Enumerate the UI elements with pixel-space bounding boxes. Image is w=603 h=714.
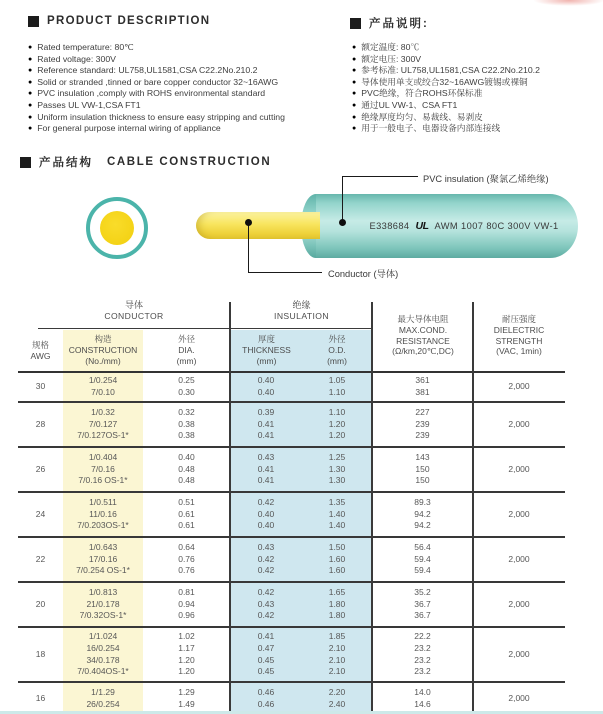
cell-od <box>302 583 372 626</box>
table-body <box>18 373 565 714</box>
cell-value: 239 <box>415 418 430 429</box>
cell-value: 2.10 <box>328 654 346 665</box>
cell-construction <box>63 583 143 626</box>
bullet-icon: ● <box>28 101 33 109</box>
cell-resistance <box>372 493 473 536</box>
cell-dia <box>143 493 230 536</box>
cell-value: 0.76 <box>178 553 195 564</box>
product-description-title: PRODUCT DESCRIPTION <box>47 15 211 27</box>
cell-value: 0.30 <box>178 387 195 397</box>
cell-value: 18 <box>35 648 46 659</box>
cell-value: 28 <box>35 418 46 429</box>
cell-dia <box>143 403 230 446</box>
cell-value: 0.40 <box>257 387 275 397</box>
header-line: AWG <box>30 350 51 361</box>
cell-value: 1/0.643 <box>88 542 118 553</box>
cell-value: 0.41 <box>257 430 275 441</box>
cell-value: 2,000 <box>508 598 530 609</box>
cell-value: 94.2 <box>414 520 431 531</box>
cell-thickness <box>230 583 302 626</box>
cell-value: 1.49 <box>178 698 195 709</box>
insulation-label: PVC insulation (聚氯乙烯绝缘) <box>423 174 549 184</box>
insulation-leader-line <box>342 176 418 177</box>
header-line: DIELECTRIC <box>493 324 545 335</box>
header-line: (mm) <box>327 355 347 366</box>
ul-mark-icon: UL <box>415 220 429 232</box>
header-divider-line <box>18 371 565 373</box>
cell-construction <box>63 403 143 446</box>
cell-value: 34/0.178 <box>86 654 120 665</box>
bullet-icon: ● <box>28 113 33 121</box>
cell-value: 0.40 <box>178 452 195 463</box>
cell-resistance <box>372 373 473 401</box>
bullet-icon: ● <box>352 44 357 51</box>
table-row-awg-24 <box>18 493 565 538</box>
cell-value: 1.40 <box>328 508 346 519</box>
cell-resistance <box>372 583 473 626</box>
cell-value: 1.25 <box>328 452 346 463</box>
cell-value: 2,000 <box>508 692 530 703</box>
cell-dielectric <box>473 373 565 401</box>
bullet-text: For general purpose internal wiring of appliance <box>37 123 221 134</box>
cell-dia <box>143 628 230 681</box>
cell-dia <box>143 373 230 401</box>
cell-value: 1.20 <box>328 430 346 441</box>
cell-value: 56.4 <box>414 542 431 553</box>
cell-value: 0.41 <box>257 631 275 642</box>
cell-value: 0.38 <box>178 418 195 429</box>
cell-value: 23.2 <box>414 642 431 653</box>
header-line: (mm) <box>256 355 277 366</box>
cell-value: 20 <box>35 598 46 609</box>
cell-value: 1.40 <box>328 520 346 531</box>
cell-value: 2.10 <box>328 642 346 653</box>
cell-value: 0.64 <box>178 542 195 553</box>
cell-value: 0.47 <box>257 642 275 653</box>
column-divider <box>371 302 373 714</box>
bullet-icon: ● <box>352 125 357 133</box>
bullet-text: Rated temperature: 80℃ <box>37 42 134 52</box>
cell-value: 1.80 <box>328 598 346 609</box>
cell-value: 361 <box>415 375 430 386</box>
cell-value: 0.42 <box>257 553 275 564</box>
column-header-od <box>302 330 372 371</box>
cell-od <box>302 373 372 401</box>
cell-value: 89.3 <box>414 497 431 508</box>
cell-value: 143 <box>415 452 430 463</box>
conductor-leader-line <box>248 222 249 272</box>
cell-value: 21/0.178 <box>86 598 120 609</box>
conductor-anchor-dot <box>245 219 252 226</box>
cell-value: 30 <box>35 381 46 392</box>
header-line: DIA. <box>178 345 195 356</box>
column-header-dielectric <box>473 300 565 371</box>
cell-value: 36.7 <box>414 598 431 609</box>
cell-dielectric <box>473 538 565 581</box>
cell-value: 2,000 <box>508 381 530 392</box>
cell-value: 0.46 <box>257 698 275 709</box>
cable-construction-diagram <box>0 0 603 300</box>
column-header-awg <box>18 330 63 371</box>
cell-value: 14.6 <box>414 698 431 709</box>
header-line: (No./mm) <box>85 355 121 366</box>
cell-value: 14.0 <box>414 686 431 697</box>
cell-awg <box>18 538 63 581</box>
header-line: 规格 <box>31 339 49 350</box>
conductor-leader-line <box>248 272 322 273</box>
cell-value: 0.45 <box>257 666 275 677</box>
cable-print-spec: AWM 1007 80C 300V VW-1 <box>434 221 559 231</box>
bullet-icon: ● <box>352 101 357 109</box>
cell-dia <box>143 583 230 626</box>
cell-value: 239 <box>415 430 430 441</box>
cell-od <box>302 683 372 714</box>
group-insulation-cn: 绝缘 <box>292 300 311 310</box>
insulation-anchor-dot <box>339 219 346 226</box>
cell-value: 0.25 <box>178 375 195 386</box>
column-divider <box>229 302 231 714</box>
cell-value: 0.40 <box>257 375 275 386</box>
cell-value: 7/0.203OS-1* <box>77 520 129 531</box>
cell-dielectric <box>473 683 565 714</box>
cell-value: 0.42 <box>257 610 275 621</box>
cell-value: 36.7 <box>414 610 431 621</box>
cell-value: 0.51 <box>178 497 195 508</box>
cell-construction <box>63 373 143 401</box>
table-row-awg-30 <box>18 373 565 403</box>
bullet-icon: ● <box>28 44 33 51</box>
cell-value: 1.20 <box>178 666 195 677</box>
cell-value: 7/0.127OS-1* <box>77 430 129 441</box>
cell-value: 0.96 <box>178 610 195 621</box>
cell-construction <box>63 448 143 491</box>
cell-value: 7/0.404OS-1* <box>77 666 129 677</box>
cell-value: 1/1.29 <box>91 686 115 697</box>
cell-thickness <box>230 493 302 536</box>
bullet-text: PVC绝缘，符合ROHS环保标准 <box>361 88 483 99</box>
cell-value: 0.43 <box>257 452 275 463</box>
cell-value: 0.48 <box>178 463 195 474</box>
bullet-text: 绝缘厚度均匀、易裁线、易剥皮 <box>361 111 483 122</box>
group-conductor-en: CONDUCTOR <box>104 311 164 321</box>
cell-awg <box>18 448 63 491</box>
cell-value: 1.30 <box>328 475 346 486</box>
header-line: (Ω/km,20℃,DC) <box>392 346 454 357</box>
cell-dia <box>143 538 230 581</box>
cell-value: 0.42 <box>257 565 275 576</box>
cell-dielectric <box>473 583 565 626</box>
column-header-dia <box>143 330 230 371</box>
cell-value: 11/0.16 <box>89 508 117 519</box>
cell-value: 0.41 <box>257 475 275 486</box>
cell-value: 1.80 <box>328 610 346 621</box>
cell-value: 1.10 <box>328 387 346 397</box>
cell-value: 1/1.024 <box>88 631 118 642</box>
cell-value: 1/0.511 <box>89 497 117 508</box>
cell-resistance <box>372 683 473 714</box>
cell-value: 94.2 <box>414 508 431 519</box>
cell-dielectric <box>473 448 565 491</box>
cell-value: 150 <box>415 463 430 474</box>
cell-od <box>302 493 372 536</box>
table-row-awg-18 <box>18 628 565 683</box>
header-line: THICKNESS <box>242 345 291 356</box>
cell-value: 22 <box>35 553 46 564</box>
cell-value: 26/0.254 <box>86 698 120 709</box>
cell-value: 1.50 <box>328 542 346 553</box>
header-line: RESISTANCE <box>396 335 450 346</box>
bullet-icon: ● <box>352 78 357 86</box>
header-line: STRENGTH <box>495 335 543 346</box>
cell-value: 1.20 <box>328 418 346 429</box>
cell-value: 1.02 <box>178 631 195 642</box>
spec-table <box>18 300 565 714</box>
cell-value: 1.17 <box>178 642 195 653</box>
bullet-icon: ● <box>28 67 33 75</box>
cell-value: 0.43 <box>257 598 275 609</box>
cell-value: 1.65 <box>328 587 346 598</box>
cell-value: 0.46 <box>257 686 275 697</box>
cell-value: 1.35 <box>328 497 346 508</box>
bullet-text: 用于一般电子、电器设备内部连接线 <box>361 123 501 134</box>
cell-value: 0.94 <box>178 598 195 609</box>
group-header-insulation <box>231 300 372 328</box>
cell-od <box>302 538 372 581</box>
cell-value: 1/0.32 <box>91 407 115 418</box>
cell-od <box>302 628 372 681</box>
bullet-icon: ● <box>352 55 357 63</box>
cell-resistance <box>372 448 473 491</box>
bullet-text: 参考标准: UL758,UL1581,CSA C22.2No.210.2 <box>361 65 540 76</box>
cell-value: 0.45 <box>257 654 275 665</box>
cell-resistance <box>372 403 473 446</box>
column-divider <box>472 302 474 714</box>
column-header-resistance <box>373 300 473 371</box>
bullet-icon: ● <box>352 90 357 98</box>
header-line: MAX.COND. <box>398 324 448 335</box>
cable-print-text <box>335 220 558 232</box>
cell-value: 7/0.16 <box>91 463 115 474</box>
cell-value: 2.40 <box>328 698 346 709</box>
insulation-leader-line <box>342 176 343 222</box>
group-header-conductor <box>38 300 230 328</box>
cell-thickness <box>230 403 302 446</box>
cell-value: 0.42 <box>257 587 275 598</box>
cell-value: 1/0.813 <box>88 587 118 598</box>
cell-thickness <box>230 373 302 401</box>
cell-value: 1.29 <box>178 686 195 697</box>
cell-value: 1.85 <box>328 631 346 642</box>
cell-value: 2,000 <box>508 463 530 474</box>
bullet-text: PVC insulation ,comply with ROHS environmental standard <box>37 88 266 99</box>
cell-value: 23.2 <box>414 666 431 677</box>
cell-value: 0.42 <box>257 497 275 508</box>
cell-value: 1.05 <box>328 375 346 386</box>
cell-value: 0.32 <box>178 407 195 418</box>
column-header-thickness <box>231 330 302 371</box>
bullet-text: 通过UL VW-1、CSA FT1 <box>361 99 458 110</box>
bullet-text: Rated voltage: 300V <box>37 53 116 64</box>
cell-value: 26 <box>35 463 46 474</box>
cell-value: 227 <box>415 407 430 418</box>
header-line: 外径 <box>328 334 346 345</box>
cell-value: 2.20 <box>328 686 346 697</box>
bullet-text: Passes UL VW-1,CSA FT1 <box>37 99 141 110</box>
cell-value: 17/0.16 <box>88 553 118 564</box>
cable-print-cert: E338684 <box>369 221 410 231</box>
column-header-construction <box>63 330 143 371</box>
cell-awg <box>18 628 63 681</box>
table-row-awg-26 <box>18 448 565 493</box>
cell-thickness <box>230 683 302 714</box>
construction-title-en: CABLE CONSTRUCTION <box>107 156 272 168</box>
cell-value: 0.40 <box>257 508 275 519</box>
group-insulation-en: INSULATION <box>274 311 329 321</box>
cell-value: 7/0.16 OS-1* <box>78 475 128 486</box>
cell-awg <box>18 373 63 401</box>
product-notes-title: 产品说明: <box>369 18 429 30</box>
header-line: 厚度 <box>257 334 275 345</box>
bullet-text: 导体使用单支或绞合32~16AWG镀锡或裸铜 <box>361 76 528 87</box>
cell-value: 7/0.10 <box>91 387 115 397</box>
header-line: 耐压强度 <box>501 313 536 324</box>
cell-dielectric <box>473 493 565 536</box>
cell-value: 2,000 <box>508 553 530 564</box>
cell-value: 1.10 <box>328 407 346 418</box>
cell-awg <box>18 683 63 714</box>
bullet-icon: ● <box>352 67 357 75</box>
cell-value: 0.61 <box>178 508 195 519</box>
bullet-icon: ● <box>352 113 357 121</box>
cell-value: 1/0.404 <box>88 452 118 463</box>
header-line: 构造 <box>94 334 112 345</box>
cell-value: 0.38 <box>178 430 195 441</box>
cell-construction <box>63 493 143 536</box>
cell-value: 2,000 <box>508 508 530 519</box>
cell-value: 2.10 <box>328 666 346 677</box>
header-line: 外径 <box>177 334 195 345</box>
cell-dia <box>143 683 230 714</box>
cell-resistance <box>372 538 473 581</box>
cell-value: 59.4 <box>414 553 431 564</box>
cell-value: 0.41 <box>257 463 275 474</box>
cell-value: 0.61 <box>178 520 195 531</box>
cell-value: 0.48 <box>178 475 195 486</box>
header-line: (VAC, 1min) <box>496 346 542 357</box>
cell-construction <box>63 683 143 714</box>
bullet-text: Reference standard: UL758,UL1581,CSA C22.2No.210.2 <box>37 65 258 76</box>
cell-value: 16/0.254 <box>86 642 120 653</box>
cell-construction <box>63 538 143 581</box>
cell-value: 7/0.127 <box>88 418 118 429</box>
cell-value: 0.43 <box>257 542 275 553</box>
cell-value: 1.60 <box>328 553 346 564</box>
insulation-cylinder <box>316 194 578 258</box>
table-row-awg-22 <box>18 538 565 583</box>
cell-value: 35.2 <box>414 587 431 598</box>
cell-value: 59.4 <box>414 565 431 576</box>
cell-value: 0.76 <box>178 565 195 576</box>
cell-value: 0.81 <box>178 587 195 598</box>
table-row-awg-28 <box>18 403 565 448</box>
bullet-icon: ● <box>28 90 33 98</box>
cell-od <box>302 448 372 491</box>
cell-thickness <box>230 448 302 491</box>
construction-title-cn: 产品结构 <box>39 157 93 169</box>
cell-value: 2,000 <box>508 648 530 659</box>
group-underline <box>38 328 230 329</box>
cell-value: 7/0.32OS-1* <box>79 610 127 621</box>
table-row-awg-16 <box>18 683 565 714</box>
cell-od <box>302 403 372 446</box>
cell-resistance <box>372 628 473 681</box>
cell-value: 0.41 <box>257 418 275 429</box>
conductor-rod <box>196 212 320 239</box>
cell-value: 16 <box>35 692 46 703</box>
cell-thickness <box>230 628 302 681</box>
bullet-icon: ● <box>28 78 33 86</box>
cell-awg <box>18 493 63 536</box>
cell-thickness <box>230 538 302 581</box>
cell-value: 7/0.254 OS-1* <box>76 565 130 576</box>
cell-value: 1/0.254 <box>88 375 118 386</box>
cell-value: 22.2 <box>414 631 431 642</box>
cross-section-conductor-core <box>100 211 134 245</box>
cell-dielectric <box>473 403 565 446</box>
cell-value: 23.2 <box>414 654 431 665</box>
bullet-icon: ● <box>28 55 33 63</box>
cell-value: 381 <box>415 387 430 397</box>
conductor-label: Conductor (导体) <box>328 269 399 279</box>
bullet-text: Solid or stranded ,tinned or bare copper conductor 32~16AWG <box>37 76 279 87</box>
bullet-text: 额定温度: 80℃ <box>361 42 420 52</box>
cell-value: 1.20 <box>178 654 195 665</box>
cell-value: 0.40 <box>257 520 275 531</box>
cell-value: 150 <box>415 475 430 486</box>
cell-awg <box>18 403 63 446</box>
cell-construction <box>63 628 143 681</box>
cell-value: 0.39 <box>257 407 275 418</box>
table-row-awg-20 <box>18 583 565 628</box>
header-line: (mm) <box>176 355 197 366</box>
cell-value: 2,000 <box>508 418 530 429</box>
header-line: CONSTRUCTION <box>68 345 138 356</box>
cell-dia <box>143 448 230 491</box>
cell-dielectric <box>473 628 565 681</box>
header-line: 最大导体电阻 <box>397 313 449 324</box>
bullet-icon: ● <box>28 125 33 133</box>
cell-value: 1.60 <box>328 565 346 576</box>
cell-value: 1.30 <box>328 463 346 474</box>
cell-awg <box>18 583 63 626</box>
cell-value: 24 <box>35 508 46 519</box>
header-line: O.D. <box>328 345 346 356</box>
group-conductor-cn: 导体 <box>124 300 143 310</box>
bullet-text: Uniform insulation thickness to ensure easy stripping and cutting <box>37 111 285 122</box>
bullet-text: 额定电压: 300V <box>361 53 422 64</box>
group-underline <box>231 328 372 329</box>
